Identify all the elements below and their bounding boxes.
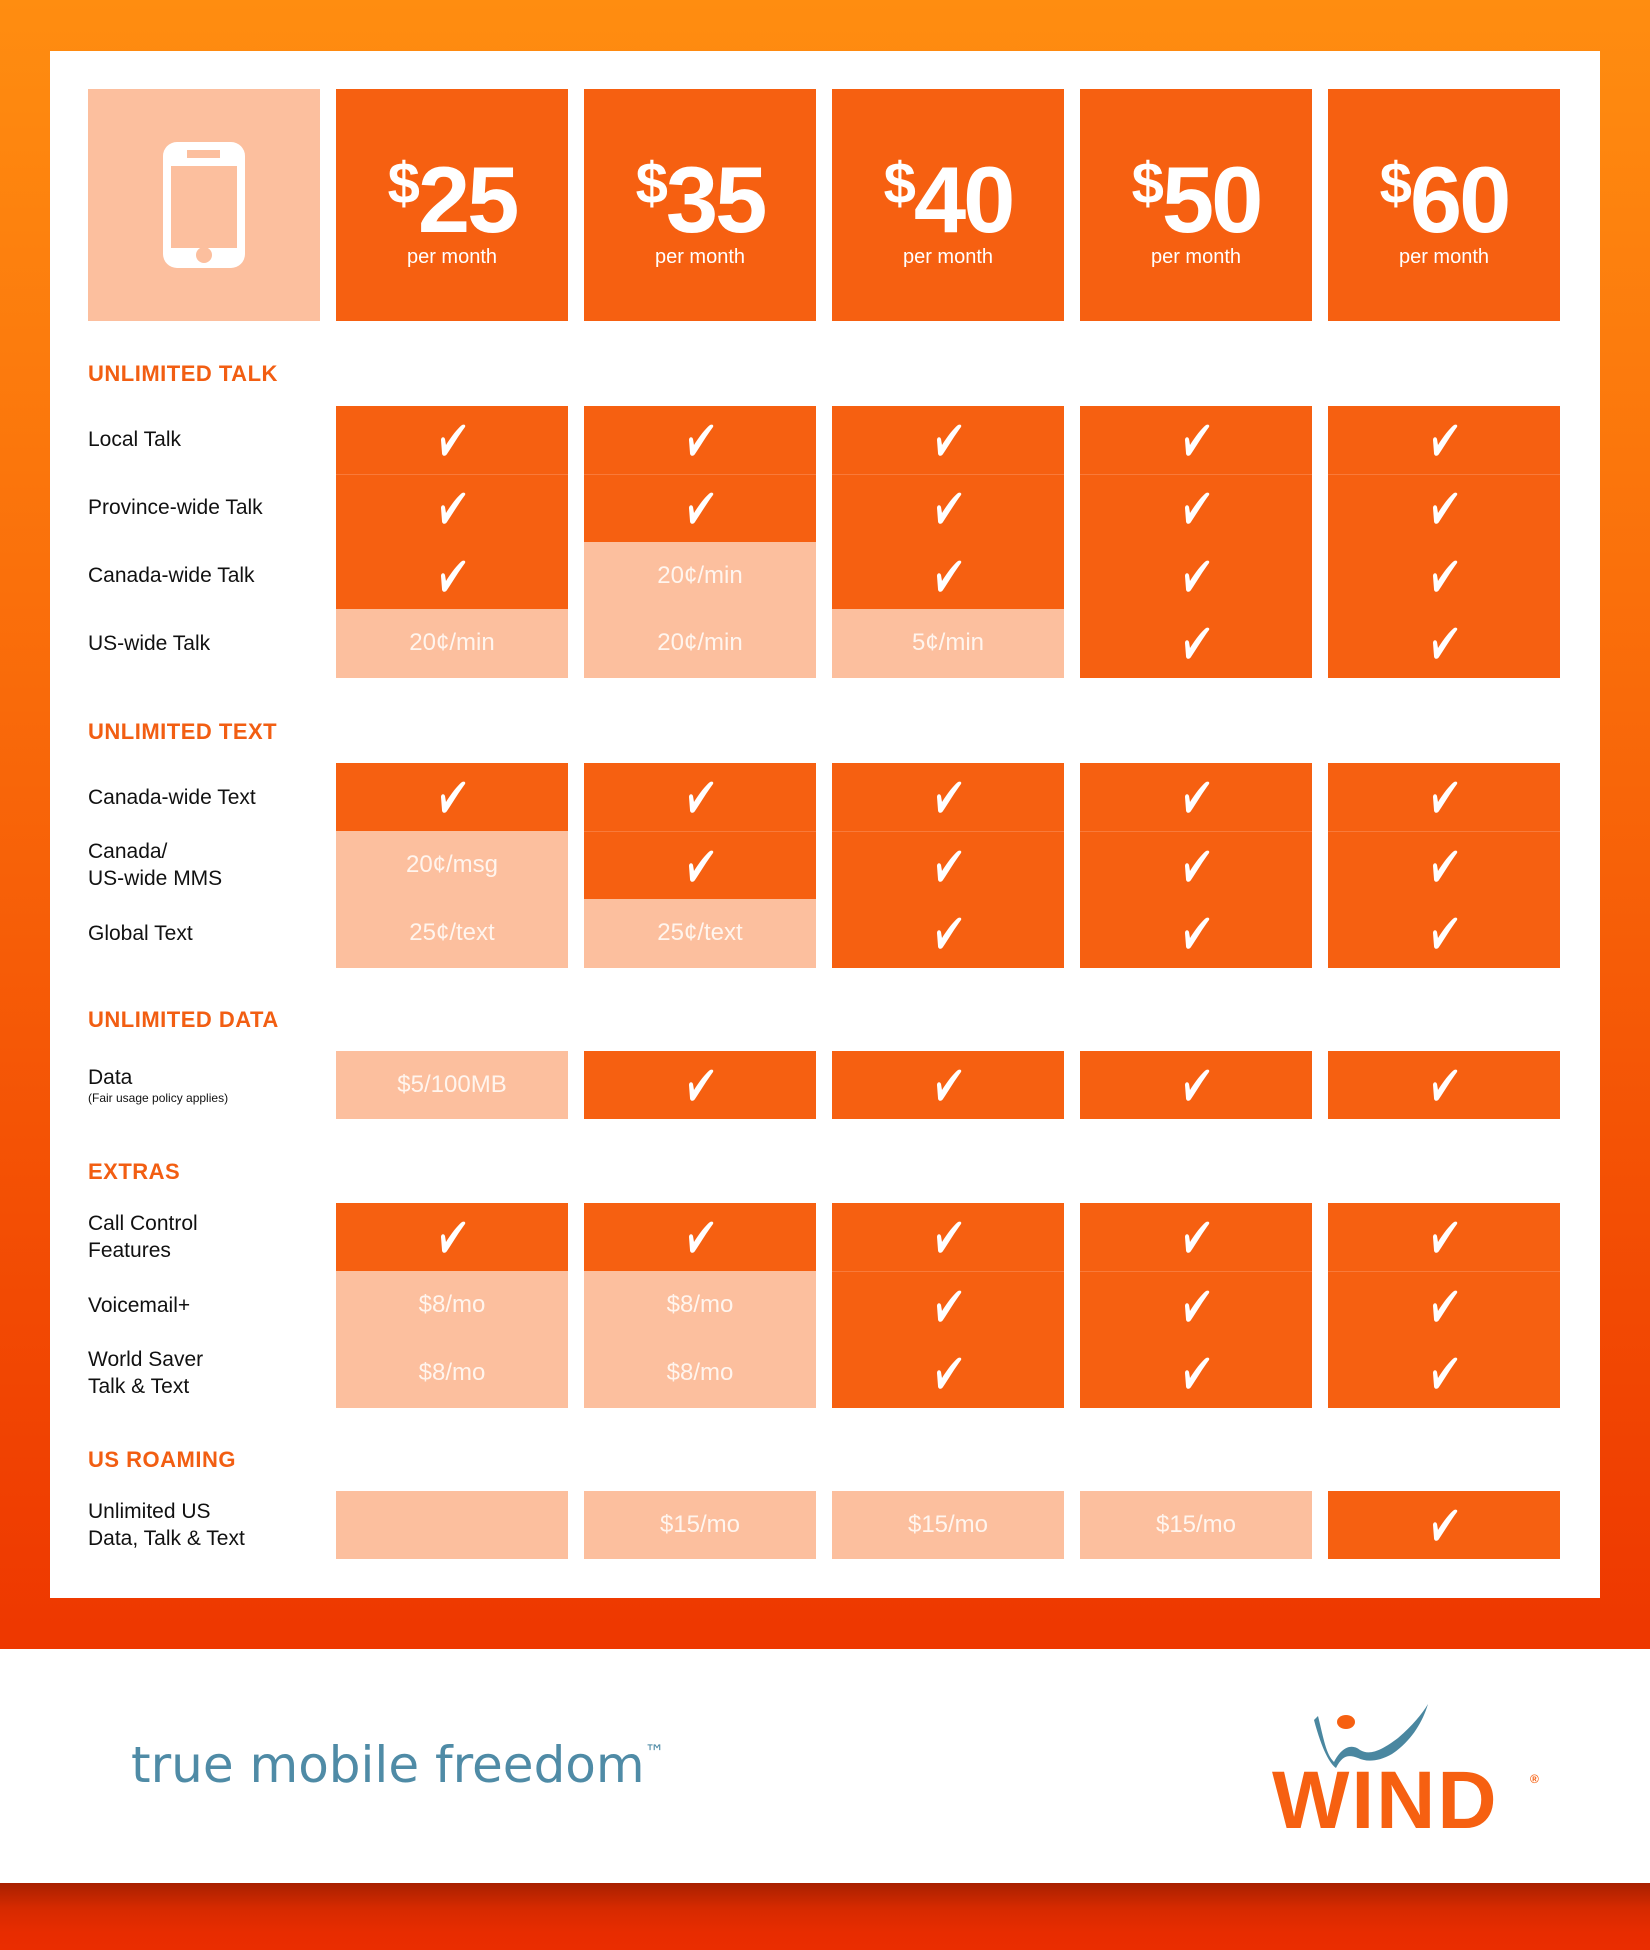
plan-header-25 [336, 89, 568, 321]
plan-price [1080, 147, 1312, 252]
cell-value: 20¢/msg [405, 851, 499, 879]
feature-label-line: Data, Talk & Text [88, 1526, 245, 1550]
price-cell [336, 1339, 568, 1408]
checkmark-icon [1179, 1356, 1213, 1390]
checkmark-icon [683, 1068, 717, 1102]
price-cell [832, 1491, 1064, 1559]
checkmark-icon [1179, 491, 1213, 525]
included-cell [1328, 609, 1560, 677]
feature-label [88, 831, 318, 899]
included-cell [1328, 831, 1560, 900]
plan-period: per month [1150, 246, 1242, 268]
price-amount: 60 [1409, 147, 1509, 252]
included-cell [336, 474, 568, 542]
price-cell [336, 899, 568, 968]
feature-label-text: Canada-wide Text [88, 785, 256, 809]
checkmark-icon [1427, 423, 1461, 457]
currency-symbol: $ [883, 151, 914, 216]
cell-value: 5¢/min [911, 629, 985, 657]
included-cell [832, 406, 1064, 474]
checkmark-icon [1427, 1068, 1461, 1102]
plan-period: per month [1398, 246, 1490, 268]
wind-wordmark: WIND [1272, 1755, 1499, 1846]
section-title: UNLIMITED TALK [88, 361, 278, 386]
price-amount: 25 [417, 147, 517, 252]
feature-label [88, 763, 318, 831]
included-cell [584, 831, 816, 900]
checkmark-icon [1427, 780, 1461, 814]
feature-label-line: Features [88, 1239, 171, 1262]
cell-value: 25¢/text [409, 919, 495, 947]
checkmark-icon [435, 491, 469, 525]
checkmark-icon [1427, 916, 1461, 950]
cell-value: $8/mo [418, 1291, 486, 1319]
included-cell [832, 542, 1064, 610]
included-cell [832, 474, 1064, 542]
included-cell [1080, 542, 1312, 610]
section-title: EXTRAS [88, 1159, 181, 1184]
feature-label [88, 474, 318, 542]
feature-label-text: Data [88, 1066, 133, 1089]
checkmark-icon [1179, 423, 1213, 457]
feature-label-text: Canada-wide Talk [88, 563, 255, 587]
included-cell [336, 542, 568, 610]
checkmark-icon [1179, 916, 1213, 950]
feature-label [88, 1339, 318, 1407]
cell-value: $15/mo [1155, 1510, 1237, 1538]
checkmark-icon [1179, 780, 1213, 814]
feature-label [88, 609, 318, 677]
checkmark-icon [931, 780, 965, 814]
wind-logo [1262, 1690, 1542, 1846]
price-cell [336, 609, 568, 677]
feature-label-text: US-wide Talk [88, 631, 211, 655]
plan-price [336, 147, 568, 252]
included-cell [1080, 609, 1312, 677]
checkmark-icon [435, 423, 469, 457]
checkmark-icon [1179, 626, 1213, 660]
included-cell [832, 763, 1064, 832]
checkmark-icon [683, 1220, 717, 1254]
included-cell [1080, 1271, 1312, 1340]
feature-label-text: Province-wide Talk [88, 496, 263, 520]
checkmark-icon [1179, 1289, 1213, 1323]
included-cell [1328, 542, 1560, 610]
cell-value: $8/mo [418, 1359, 486, 1387]
cell-value: $8/mo [666, 1359, 734, 1387]
checkmark-icon [1179, 1220, 1213, 1254]
checkmark-icon [1427, 1508, 1461, 1542]
included-cell [1328, 1051, 1560, 1119]
section-title: US ROAMING [88, 1447, 236, 1472]
price-cell [336, 831, 568, 900]
included-cell [336, 1203, 568, 1272]
checkmark-icon [931, 1289, 965, 1323]
feature-label [88, 1203, 318, 1271]
included-cell [584, 474, 816, 542]
checkmark-icon [1427, 1289, 1461, 1323]
plan-header-60 [1328, 89, 1560, 321]
included-cell [1080, 831, 1312, 900]
included-cell [832, 1203, 1064, 1272]
included-cell [1328, 1271, 1560, 1340]
feature-label-text: Voicemail+ [88, 1293, 191, 1317]
cell-value: $15/mo [659, 1510, 741, 1538]
feature-label [88, 1271, 318, 1339]
checkmark-icon [1427, 849, 1461, 883]
currency-symbol: $ [387, 151, 418, 216]
price-cell [336, 1491, 568, 1559]
included-cell [832, 1271, 1064, 1340]
plan-price [832, 147, 1064, 252]
cell-value: 20¢/min [657, 561, 743, 589]
plan-period: per month [406, 246, 498, 268]
checkmark-icon [1427, 491, 1461, 525]
checkmark-icon [931, 1356, 965, 1390]
checkmark-icon [931, 491, 965, 525]
checkmark-icon [683, 780, 717, 814]
included-cell [584, 406, 816, 474]
included-cell [1080, 1051, 1312, 1119]
included-cell [1328, 1203, 1560, 1272]
section-title: UNLIMITED DATA [88, 1007, 279, 1032]
included-cell [1328, 474, 1560, 542]
price-cell [336, 1271, 568, 1340]
included-cell [1080, 1203, 1312, 1272]
included-cell [1328, 899, 1560, 968]
cell-value: $8/mo [666, 1291, 734, 1319]
feature-label-line: Talk & Text [88, 1375, 190, 1398]
included-cell [1328, 763, 1560, 832]
included-cell [336, 406, 568, 474]
price-cell [1080, 1491, 1312, 1559]
plan-header-50 [1080, 89, 1312, 321]
price-cell [584, 1271, 816, 1340]
included-cell [1080, 474, 1312, 542]
trademark-mark: ™ [644, 1740, 665, 1764]
cell-value: 20¢/min [657, 629, 743, 657]
plan-period: per month [654, 246, 746, 268]
price-cell [584, 542, 816, 610]
plan-price [1328, 147, 1560, 252]
checkmark-icon [435, 780, 469, 814]
checkmark-icon [931, 1220, 965, 1254]
included-cell [832, 899, 1064, 968]
checkmark-icon [1427, 626, 1461, 660]
checkmark-icon [683, 491, 717, 525]
feature-label-line: Call Control [88, 1212, 198, 1235]
included-cell [1328, 1491, 1560, 1559]
feature-label [88, 1491, 318, 1558]
checkmark-icon [1427, 559, 1461, 593]
checkmark-icon [931, 916, 965, 950]
checkmark-icon [435, 559, 469, 593]
cell-value: $5/100MB [397, 1070, 507, 1098]
included-cell [336, 763, 568, 832]
plan-period: per month [902, 246, 994, 268]
included-cell [1328, 406, 1560, 474]
price-cell [584, 1339, 816, 1408]
feature-label [88, 542, 318, 610]
plan-header-40 [832, 89, 1064, 321]
feature-label-line: US-wide MMS [88, 867, 223, 890]
plan-price [584, 147, 816, 252]
feature-label [88, 406, 318, 474]
price-cell [832, 609, 1064, 677]
cell-value: 25¢/text [657, 919, 743, 947]
currency-symbol: $ [1131, 151, 1162, 216]
checkmark-icon [1179, 849, 1213, 883]
feature-label [88, 899, 318, 967]
checkmark-icon [931, 423, 965, 457]
included-cell [1328, 1339, 1560, 1408]
checkmark-icon [1427, 1220, 1461, 1254]
checkmark-icon [683, 423, 717, 457]
included-cell [1080, 763, 1312, 832]
feature-label-text: Global Text [88, 921, 193, 945]
price-amount: 50 [1161, 147, 1261, 252]
price-amount: 40 [913, 147, 1013, 252]
tagline [131, 1736, 665, 1794]
section-title: UNLIMITED TEXT [88, 719, 278, 744]
feature-label-line: World Saver [88, 1348, 204, 1371]
included-cell [584, 1203, 816, 1272]
price-cell [584, 899, 816, 968]
currency-symbol: $ [635, 151, 666, 216]
plan-header-35 [584, 89, 816, 321]
cell-value: $15/mo [907, 1510, 989, 1538]
included-cell [1080, 406, 1312, 474]
feature-label [88, 1051, 318, 1118]
checkmark-icon [931, 849, 965, 883]
cell-value: 20¢/min [409, 629, 495, 657]
checkmark-icon [435, 1220, 469, 1254]
currency-symbol: $ [1379, 151, 1410, 216]
feature-label-line: Canada/ [88, 840, 168, 863]
included-cell [584, 763, 816, 832]
price-cell [584, 609, 816, 677]
checkmark-icon [1179, 1068, 1213, 1102]
checkmark-icon [931, 559, 965, 593]
included-cell [1080, 899, 1312, 968]
feature-label-text: Local Talk [88, 428, 182, 452]
bottom-band [0, 1883, 1650, 1950]
included-cell [832, 1339, 1064, 1408]
footer [0, 1649, 1650, 1883]
smartphone-icon [163, 142, 245, 268]
included-cell [584, 1051, 816, 1119]
price-cell [336, 1051, 568, 1119]
tagline-text: true mobile freedom [131, 1736, 645, 1794]
price-cell [584, 1491, 816, 1559]
included-cell [1080, 1339, 1312, 1408]
checkmark-icon [683, 849, 717, 883]
feature-label-line: Unlimited US [88, 1499, 211, 1523]
phone-icon-box [88, 89, 320, 321]
checkmark-icon [931, 1068, 965, 1102]
included-cell [832, 831, 1064, 900]
feature-note: (Fair usage policy applies) [88, 1091, 229, 1105]
price-amount: 35 [665, 147, 765, 252]
registered-mark: ® [1530, 1772, 1539, 1786]
included-cell [832, 1051, 1064, 1119]
checkmark-icon [1427, 1356, 1461, 1390]
checkmark-icon [1179, 559, 1213, 593]
